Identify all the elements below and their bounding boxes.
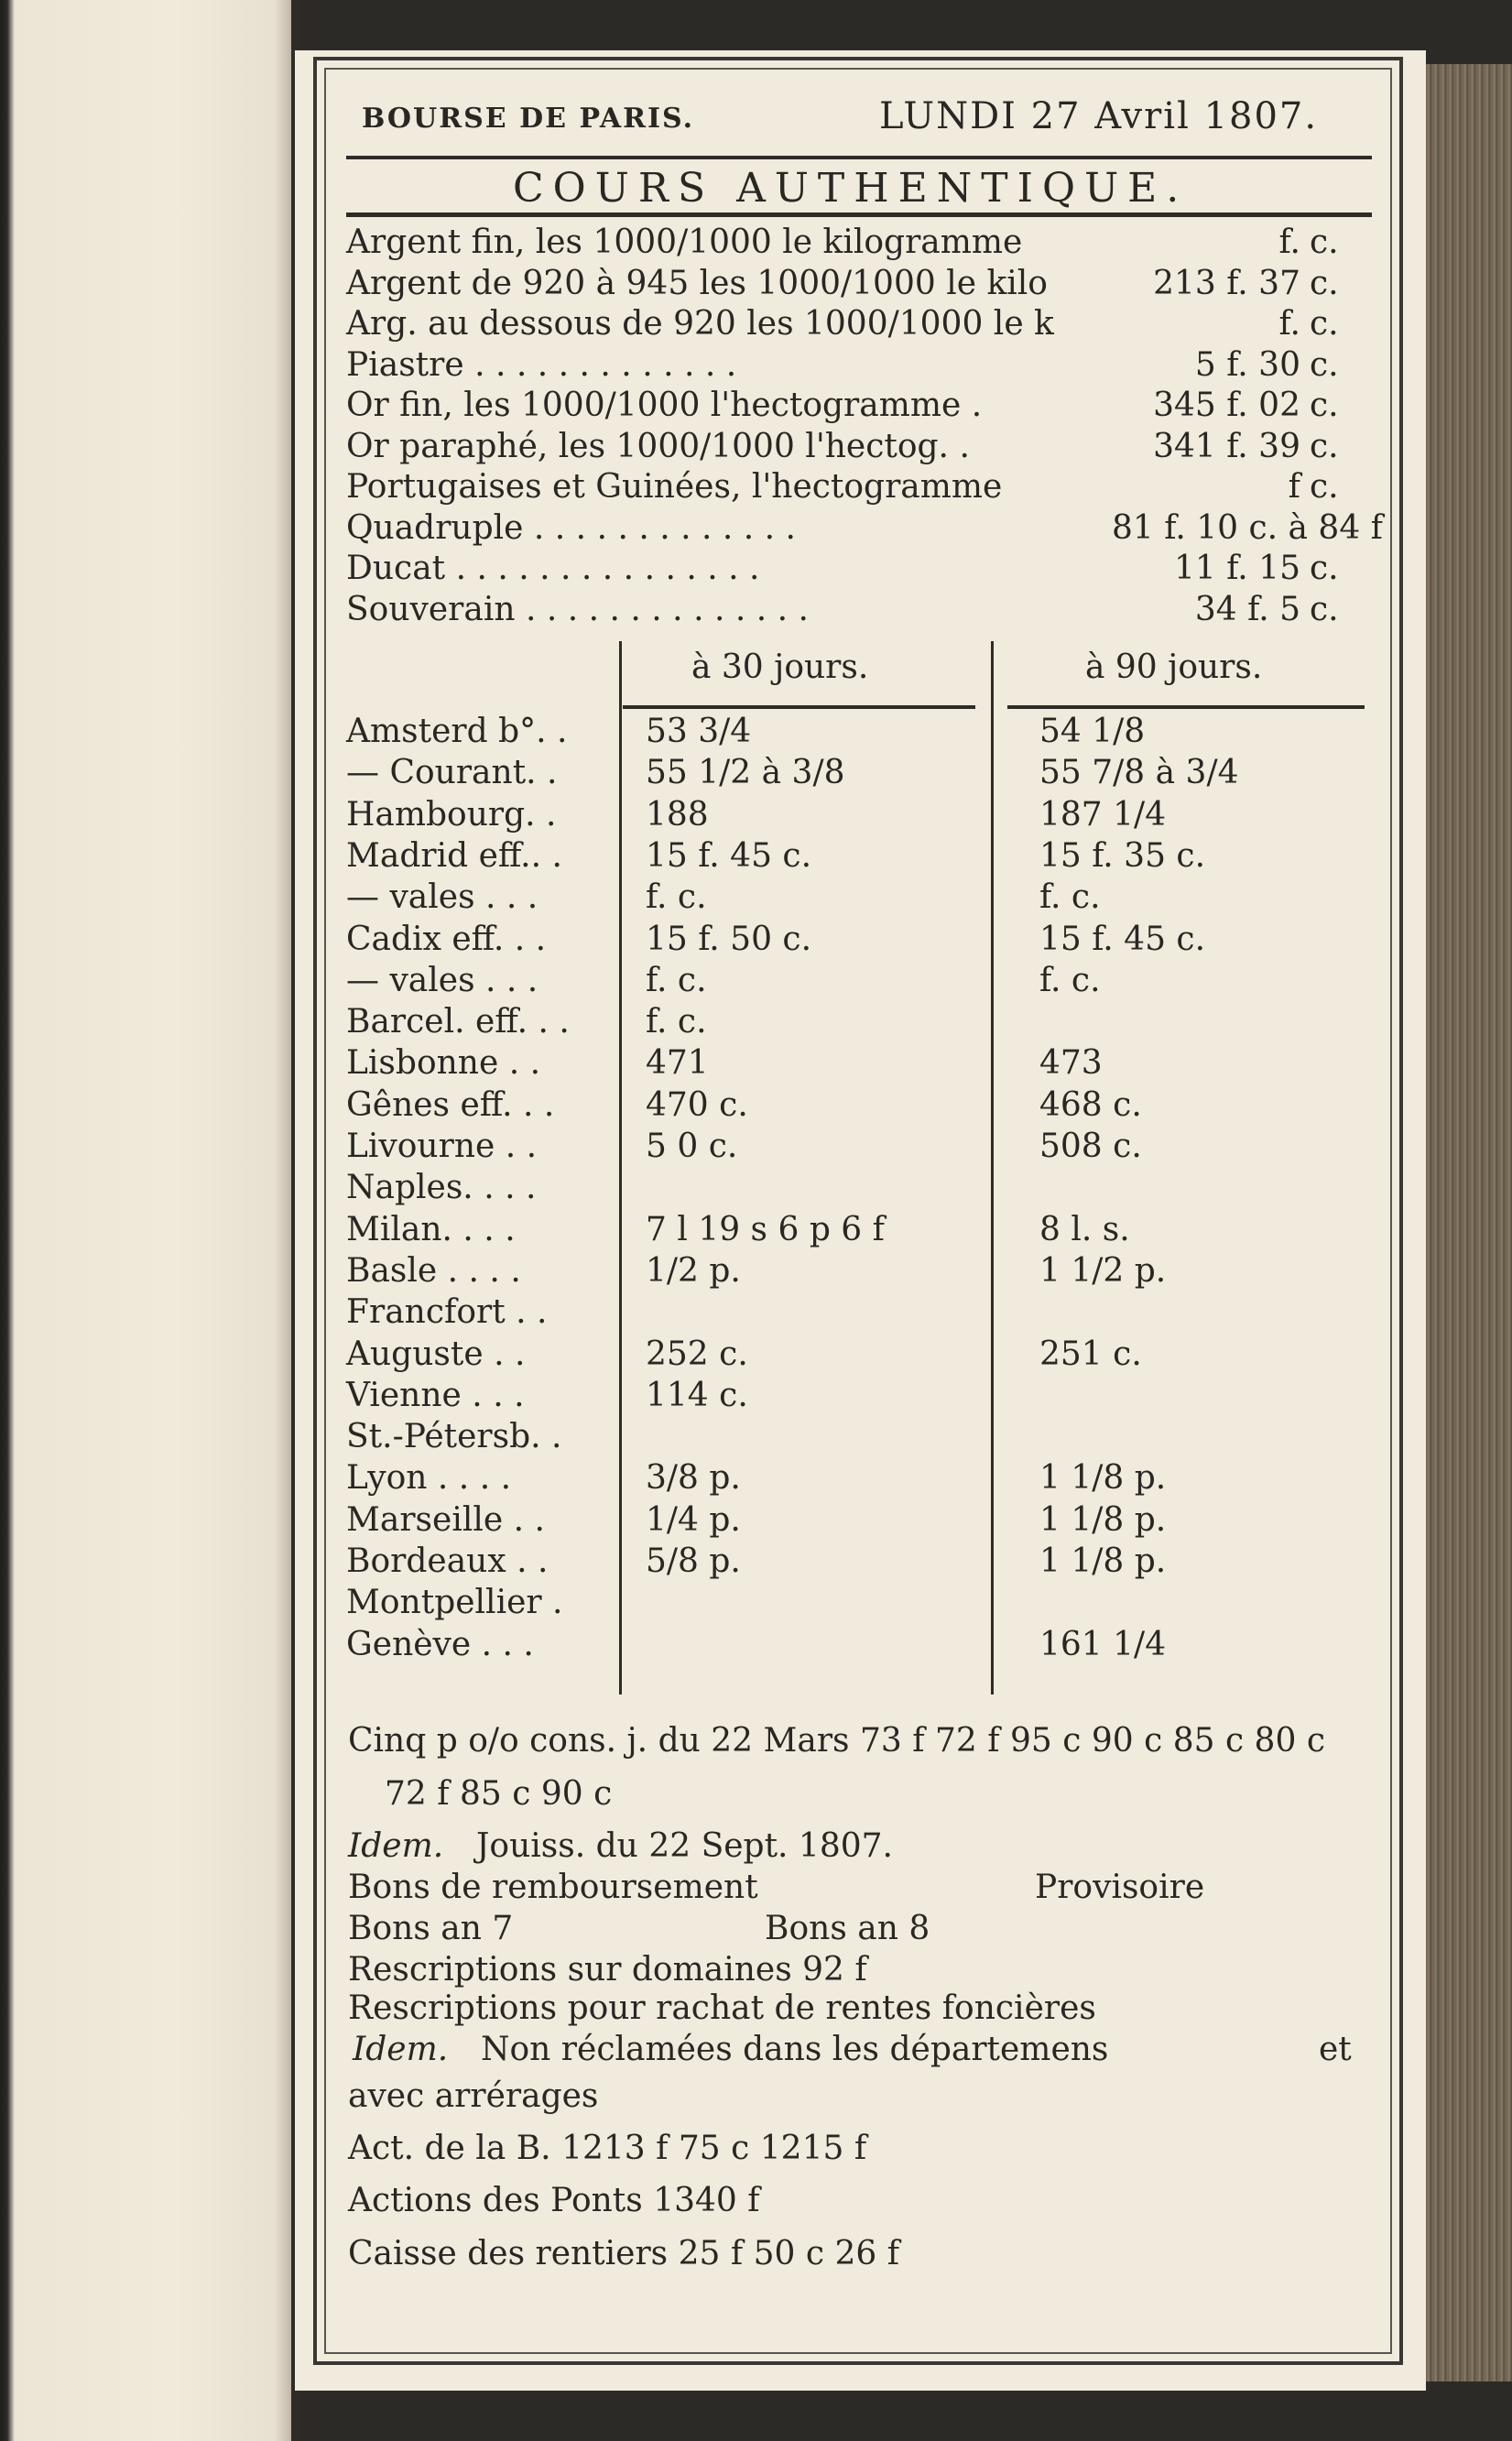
metal-value: f bbox=[1288, 468, 1300, 506]
exchange-30-days: 1/2 p. bbox=[646, 1252, 741, 1290]
bons-remboursement: Bons de remboursement bbox=[348, 1869, 758, 1906]
header-left: BOURSE DE PARIS. bbox=[362, 103, 695, 135]
table-divider-left bbox=[619, 641, 622, 1695]
exchange-place: Genève . . . bbox=[346, 1626, 534, 1663]
caisse-rentiers: Caisse des rentiers 25 f 50 c 26 f bbox=[348, 2235, 900, 2272]
exchange-place: — Courant. . bbox=[346, 754, 558, 791]
exchange-place: Amsterd b°. . bbox=[346, 713, 568, 750]
idem-jouiss-label: Idem. bbox=[348, 1827, 444, 1865]
left-page bbox=[0, 0, 291, 2441]
exchange-30-days: 15 f. 50 c. bbox=[646, 921, 812, 958]
exchange-place: Lisbonne . . bbox=[346, 1044, 541, 1082]
exchange-place: St.-Pétersb. . bbox=[346, 1418, 562, 1455]
exchange-30-days: 252 c. bbox=[646, 1335, 748, 1373]
col-90-header: à 90 jours. bbox=[1085, 648, 1263, 686]
metal-value: 341 f. 39 bbox=[1153, 428, 1300, 465]
metal-cents: c. bbox=[1310, 305, 1339, 343]
exchange-90-days: 1 1/8 p. bbox=[1039, 1459, 1167, 1497]
exchange-place: Hambourg. . bbox=[346, 796, 557, 834]
exchange-place: — vales . . . bbox=[346, 962, 538, 999]
exchange-place: Auguste . . bbox=[346, 1335, 526, 1373]
exchange-90-days: 1 1/2 p. bbox=[1039, 1252, 1167, 1290]
exchange-place: Lyon . . . . bbox=[346, 1459, 512, 1497]
avec-arrerages: avec arrérages bbox=[348, 2077, 599, 2115]
exchange-90-days: 251 c. bbox=[1039, 1335, 1142, 1373]
metal-label: Or fin, les 1000/1000 l'hectogramme . bbox=[346, 387, 983, 424]
metal-label: Ducat . . . . . . . . . . . . . . . bbox=[346, 550, 760, 587]
exchange-30-days: 55 1/2 à 3/8 bbox=[646, 754, 845, 791]
idem-jouiss: Jouiss. du 22 Sept. 1807. bbox=[476, 1827, 893, 1865]
metal-label: Portugaises et Guinées, l'hectogramme bbox=[346, 468, 1003, 506]
exchange-place: Cadix eff. . . bbox=[346, 921, 547, 958]
exchange-place: Marseille . . bbox=[346, 1501, 545, 1539]
metal-label: Quadruple . . . . . . . . . . . . . bbox=[346, 509, 796, 547]
exchange-place: Barcel. eff. . . bbox=[346, 1003, 570, 1041]
col-90-rule bbox=[1007, 705, 1365, 709]
rescriptions-rachat: Rescriptions pour rachat de rentes foncières bbox=[348, 1989, 1096, 2027]
metal-label: Or paraphé, les 1000/1000 l'hectog. . bbox=[346, 428, 970, 465]
exchange-30-days: 1/4 p. bbox=[646, 1501, 741, 1539]
exchange-90-days: 161 1/4 bbox=[1039, 1626, 1167, 1663]
exchange-30-days: 53 3/4 bbox=[646, 713, 752, 750]
exchange-30-days: f. c. bbox=[646, 1003, 707, 1041]
exchange-30-days: 188 bbox=[646, 796, 709, 834]
exchange-90-days: 468 c. bbox=[1039, 1086, 1142, 1124]
actions-ponts: Actions des Ponts 1340 f bbox=[348, 2182, 760, 2219]
exchange-place: Montpellier . bbox=[346, 1584, 563, 1621]
page-title: COURS AUTHENTIQUE. bbox=[513, 165, 1189, 212]
exchange-30-days: 15 f. 45 c. bbox=[646, 837, 812, 875]
exchange-place: Basle . . . . bbox=[346, 1252, 521, 1290]
cinq-line1: Cinq p o/o cons. j. du 22 Mars 73 f 72 f 95 c 90 c 85 c 80 c bbox=[348, 1722, 1325, 1760]
metal-cents: c. bbox=[1310, 428, 1339, 465]
metal-value: 345 f. 02 bbox=[1153, 387, 1300, 424]
metal-cents: c. bbox=[1310, 387, 1339, 424]
et: et bbox=[1319, 2031, 1352, 2068]
exchange-30-days: 5/8 p. bbox=[646, 1542, 741, 1580]
exchange-place: Milan. . . . bbox=[346, 1211, 516, 1248]
exchange-90-days: 8 l. s. bbox=[1039, 1211, 1130, 1248]
exchange-place: Livourne . . bbox=[346, 1128, 538, 1165]
exchange-90-days: 15 f. 45 c. bbox=[1039, 921, 1206, 958]
exchange-90-days: 508 c. bbox=[1039, 1128, 1142, 1165]
bons-an8: Bons an 8 bbox=[765, 1910, 930, 1947]
metal-value: 34 f. 5 bbox=[1194, 591, 1300, 628]
metal-cents: c. bbox=[1310, 223, 1339, 261]
exchange-place: Naples. . . . bbox=[346, 1169, 537, 1206]
exchange-30-days: 114 c. bbox=[646, 1377, 748, 1414]
exchange-30-days: 470 c. bbox=[646, 1086, 748, 1124]
idem-non: Non réclamées dans les départemens bbox=[481, 2031, 1109, 2068]
exchange-place: Gênes eff. . . bbox=[346, 1086, 555, 1124]
title-rule bbox=[346, 212, 1372, 217]
metal-value: 5 f. 30 bbox=[1194, 346, 1300, 384]
metal-cents: c. bbox=[1310, 346, 1339, 384]
exchange-30-days: 5 0 c. bbox=[646, 1128, 738, 1165]
exchange-place: Madrid eff.. . bbox=[346, 837, 562, 875]
metal-value: f. bbox=[1278, 223, 1300, 261]
act-banque: Act. de la B. 1213 f 75 c 1215 f bbox=[348, 2130, 867, 2167]
page-edges bbox=[1426, 64, 1512, 2381]
exchange-30-days: 471 bbox=[646, 1044, 709, 1082]
metal-cents: c. bbox=[1310, 265, 1339, 302]
exchange-place: Francfort . . bbox=[346, 1293, 548, 1331]
exchange-90-days: 1 1/8 p. bbox=[1039, 1501, 1167, 1539]
metal-value: f. bbox=[1278, 305, 1300, 343]
metal-label: Argent fin, les 1000/1000 le kilogramme bbox=[346, 223, 1023, 261]
rescriptions-domaines: Rescriptions sur domaines 92 f bbox=[348, 1951, 867, 1989]
exchange-90-days: 187 1/4 bbox=[1039, 796, 1167, 834]
exchange-90-days: 1 1/8 p. bbox=[1039, 1542, 1167, 1580]
metal-label: Arg. au dessous de 920 les 1000/1000 le k bbox=[346, 305, 1054, 343]
header-right: LUNDI 27 Avril 1807. bbox=[879, 95, 1319, 137]
bons-an7: Bons an 7 bbox=[348, 1910, 514, 1947]
table-divider-right bbox=[991, 641, 994, 1695]
exchange-place: Vienne . . . bbox=[346, 1377, 525, 1414]
metal-label: Piastre . . . . . . . . . . . . . bbox=[346, 346, 737, 384]
exchange-place: — vales . . . bbox=[346, 878, 538, 916]
exchange-90-days: 15 f. 35 c. bbox=[1039, 837, 1206, 875]
exchange-place: Bordeaux . . bbox=[346, 1542, 549, 1580]
exchange-90-days: f. c. bbox=[1039, 878, 1101, 916]
header-rule bbox=[346, 156, 1372, 159]
metal-value: 81 f. 10 c. à 84 f bbox=[1112, 509, 1383, 547]
metal-value: 11 f. 15 bbox=[1174, 550, 1300, 587]
exchange-90-days: 55 7/8 à 3/4 bbox=[1039, 754, 1239, 791]
exchange-30-days: 3/8 p. bbox=[646, 1459, 741, 1497]
col-30-rule bbox=[623, 705, 975, 709]
metal-label: Souverain . . . . . . . . . . . . . . bbox=[346, 591, 809, 628]
provisoire: Provisoire bbox=[1035, 1869, 1205, 1906]
cinq-line2: 72 f 85 c 90 c bbox=[385, 1775, 613, 1813]
exchange-30-days: 7 l 19 s 6 p 6 f bbox=[646, 1211, 885, 1248]
exchange-90-days: 54 1/8 bbox=[1039, 713, 1146, 750]
metal-cents: c. bbox=[1310, 550, 1339, 587]
exchange-90-days: 473 bbox=[1039, 1044, 1103, 1082]
exchange-30-days: f. c. bbox=[646, 962, 707, 999]
exchange-90-days: f. c. bbox=[1039, 962, 1101, 999]
metal-cents: c. bbox=[1310, 468, 1339, 506]
metal-label: Argent de 920 à 945 les 1000/1000 le kilo bbox=[346, 265, 1048, 302]
idem-non-label: Idem. bbox=[353, 2031, 449, 2068]
metal-cents: c. bbox=[1310, 591, 1339, 628]
exchange-30-days: f. c. bbox=[646, 878, 707, 916]
metal-value: 213 f. 37 bbox=[1153, 265, 1300, 302]
col-30-header: à 30 jours. bbox=[691, 648, 869, 686]
